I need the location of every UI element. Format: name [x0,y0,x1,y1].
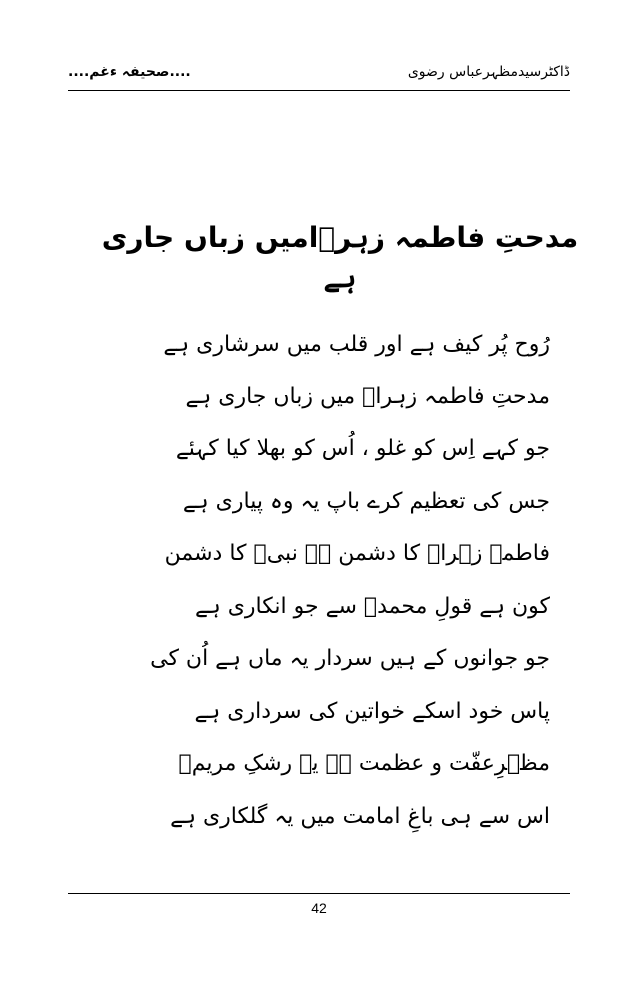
verse-line: پاس خود اسکے خواتین کی سرداری ہے [194,699,550,724]
verse-line: جو جوانوں کے ہیں سردار یہ ماں ہے اُن کی [150,646,550,671]
verse-line: فاطمہ زہراؑ کا دشمن ہے نبیؐ کا دشمن [164,541,550,566]
verse-line: اس سے ہی باغِ امامت میں یہ گلکاری ہے [170,804,550,829]
author-header: ڈاکٹرسیدمظہرعباس رضوی [407,64,570,80]
verse-line: کون ہے قولِ محمدؐ سے جو انکاری ہے [194,594,550,619]
book-title-header: ....صحیفہ ءغم.... [68,64,191,80]
verse-line: رُوح پُر کیف ہے اور قلب میں سرشاری ہے [163,332,550,357]
verse-line: مدحتِ فاطمہ زہراؑ میں زباں جاری ہے [185,384,550,409]
verse-line: جس کی تعظیم کرے باپ یہ وہ پیاری ہے [182,489,550,514]
footer-rule [68,893,570,894]
verse-line: مظہرِعفّت و عظمت ہے یہ رشکِ مریمؑ [178,751,550,776]
poem-title: مدحتِ فاطمہ زہرؑامیں زباں جاری ہے [101,221,579,294]
header-rule [68,90,570,91]
page-number: 42 [311,900,327,916]
verse-line: جو کہے اِس کو غلو ، اُس کو بھلا کیا کہئے [175,436,550,461]
